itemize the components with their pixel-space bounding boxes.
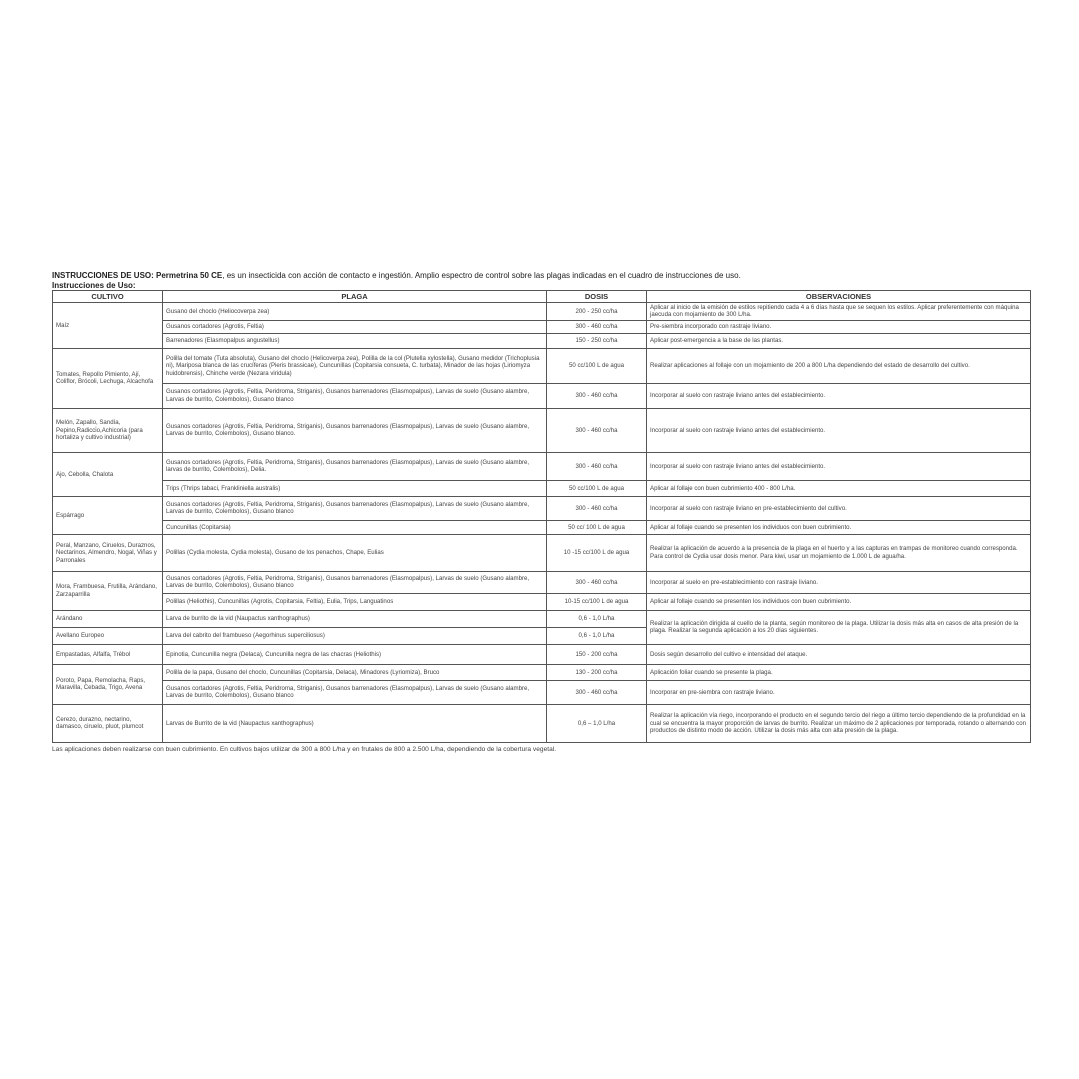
cell-plaga: Polilla del tomate (Tuta absoluta), Gusano del choclo (Helicoverpa zea), Polilla de la col (Plutella xylostella), Gusano medidor (Trichoplusia ni), Mariposa blanca de las crucíferas (Pieris brassicae), Cuncunillas (Copitarsia consueta, C. turbata), Minador de las hojas (Liriomyza huidobrensis), Chinche verde (Nezara viridula) (163, 348, 547, 383)
cell-dosis: 300 - 460 cc/ha (547, 571, 647, 593)
cell-observaciones: Incorporar al suelo en pre-establecimiento con rastraje liviano. (647, 571, 1031, 593)
cell-dosis: 0,6 - 1,0 L/ha (547, 627, 647, 644)
cell-cultivo: Tomates, Repollo Pimiento, Ají, Coliflor, Brócoli, Lechuga, Alcachofa (53, 348, 163, 408)
cell-observaciones: Realizar la aplicación de acuerdo a la presencia de la plaga en el huerto y a las capturas en trampas de monitoreo cuando corresponda. Para control de Cydia usar dosis menor. Para kiwi, usar un mojamiento de 1.000 L de agua/ha. (647, 534, 1031, 571)
table-row (53, 593, 1031, 610)
cell-plaga: Trips (Thrips tabaci, Frankliniella australis) (163, 480, 547, 496)
cell-cultivo: Melón, Zapallo, Sandía, Pepino,Radicci̇o,Achicoria (para hortaliza y cultivo industrial) (53, 408, 163, 452)
cell-plaga: Gusanos cortadores (Agrotis, Feltia) (163, 320, 547, 333)
cell-cultivo: Ajo, Cebolla, Chalota (53, 452, 163, 496)
cell-plaga: Larva de burrito de la vid (Naupactus xanthographus) (163, 610, 547, 627)
cell-plaga: Gusanos cortadores (Agrotis, Feltia, Peridroma, Striganis), Gusanos barrenadores (Elasmopalpus), Larvas de suelo (Gusano alambre, Larvas de burrito, Colembolos), Gusano blanco (163, 496, 547, 520)
intro-paragraph (52, 271, 1030, 281)
cell-cultivo: Empastadas, Alfalfa, Trébol (53, 644, 163, 664)
cell-plaga: Gusanos cortadores (Agrotis, Feltia, Peridroma, Striganis), Gusanos barrenadores (Elasmopalpus), Larvas de suelo (Gusano alambre, Larvas de burrito, Colembolos), Gusano blanco (163, 680, 547, 704)
cell-plaga: Larvas de Burrito de la vid (Naupactus xanthographus) (163, 704, 547, 742)
table-row (53, 303, 1031, 321)
header-dosis: DOSIS (547, 291, 647, 303)
table-row (53, 452, 1031, 480)
cell-dosis: 300 - 460 cc/ha (547, 408, 647, 452)
table-row (53, 664, 1031, 680)
cell-plaga: Gusano del choclo (Heliocoverpa zea) (163, 303, 547, 321)
cell-plaga: Cuncunillas (Copitarsia) (163, 520, 547, 534)
cell-dosis: 0,6 - 1,0 L/ha (547, 610, 647, 627)
footer-note: Las aplicaciones deben realizarse con buen cubrimiento. En cultivos bajos utilizar de 300 a 800 L/ha y en frutales de 800 a 2.500 L/ha, dependiendo de la cobertura vegetal. (52, 745, 557, 753)
header-observaciones: OBSERVACIONES (647, 291, 1031, 303)
cell-dosis: 300 - 460 cc/ha (547, 383, 647, 408)
table-row (53, 704, 1031, 742)
table-row (53, 610, 1031, 627)
table-row (53, 520, 1031, 534)
cell-observaciones: Aplicar al follaje cuando se presenten los individuos con buen cubrimiento. (647, 520, 1031, 534)
cell-cultivo: Maíz (53, 303, 163, 349)
cell-cultivo: Peral, Manzano, Ciruelos, Duraznos, Nectarinos, Almendro, Nogal, Viñas y Parronales (53, 534, 163, 571)
table-row (53, 480, 1031, 496)
intro-lead: INSTRUCCIONES DE USO: Permetrina 50 CE (52, 271, 223, 280)
table-row (53, 644, 1031, 664)
cell-dosis: 0,6 – 1,0 L/ha (547, 704, 647, 742)
table-row (53, 320, 1031, 333)
cell-plaga: Gusanos cortadores (Agrotis, Feltia, Peridroma, Striganis), Gusanos barrenadores (Elasmopalpus), Larvas de suelo (Gusano alambre, larvas de burrito, Colembolos), Delia. (163, 452, 547, 480)
cell-dosis: 300 - 460 cc/ha (547, 452, 647, 480)
cell-observaciones: Realizar aplicaciones al follaje con un mojamiento de 200 a 800 L/ha dependiendo del estado de desarrollo del cultivo. (647, 348, 1031, 383)
cell-cultivo: Espárrago (53, 496, 163, 534)
section-subtitle: Instrucciones de Uso: (52, 281, 136, 290)
usage-table (52, 290, 1031, 743)
cell-observaciones: Aplicar al follaje con buen cubrimiento 400 - 800 L/ha. (647, 480, 1031, 496)
table-row (53, 496, 1031, 520)
table-row (53, 348, 1031, 383)
cell-plaga: Gusanos cortadores (Agrotis, Feltia, Peridroma, Striganis), Gusanos barrenadores (Elasmopalpus), Larvas de suelo (Gusano alambre, Larvas de burrito, Colembolos), Gusano blanco (163, 571, 547, 593)
cell-dosis: 10 -15 cc/100 L de agua (547, 534, 647, 571)
cell-dosis: 200 - 250 cc/ha (547, 303, 647, 321)
cell-cultivo: Mora, Frambuesa, Frutilla, Arándano, Zarzaparrilla (53, 571, 163, 610)
cell-plaga: Gusanos cortadores (Agrotis, Feltia, Peridroma, Striganis), Gusanos barrenadores (Elasmopalpus), Larvas de suelo (Gusano alambre, Larvas de burrito, Colembolos), Gusano blanco. (163, 408, 547, 452)
cell-plaga: Larva del cabrito del frambueso (Aegorhinus superciliosus) (163, 627, 547, 644)
cell-dosis: 50 cc/100 L de agua (547, 480, 647, 496)
cell-plaga: Polilla de la papa, Gusano del choclo, Cuncunillas (Copitarsia, Delaca), Minadores (Lyriomiza), Bruco (163, 664, 547, 680)
cell-observaciones: Realizar la aplicación vía riego, incorporando el producto en el segundo tercio del riego a último tercio dependiendo de la profundidad en la cual se encuentra la mayor proporción de larvas de burrito. Realizar un máximo de 2 aplicaciones por temporada, rotando o alternando con productos de distinto modo de acción. Utilizar la dosis más alta con alta presión de la plaga. (647, 704, 1031, 742)
table-row (53, 680, 1031, 704)
cell-dosis: 50 cc/100 L de agua (547, 348, 647, 383)
cell-dosis: 130 - 200 cc/ha (547, 664, 647, 680)
instructions-document (52, 271, 1030, 754)
cell-observaciones: Incorporar al suelo con rastraje liviano en pre-establecimiento del cultivo. (647, 496, 1031, 520)
cell-observaciones: Incorporar al suelo con rastraje liviano antes del establecimiento. (647, 452, 1031, 480)
cell-observaciones: Incorporar en pre-siembra con rastraje liviano. (647, 680, 1031, 704)
header-plaga: PLAGA (163, 291, 547, 303)
table-row (53, 333, 1031, 348)
cell-dosis: 10-15 cc/100 L de agua (547, 593, 647, 610)
cell-cultivo: Arándano (53, 610, 163, 627)
cell-observaciones: Incorporar al suelo con rastraje liviano antes del establecimiento. (647, 408, 1031, 452)
cell-plaga: Polillas (Cydia molesta, Cydia molesta), Gusano de los penachos, Chape, Eulias (163, 534, 547, 571)
cell-dosis: 300 - 460 cc/ha (547, 680, 647, 704)
table-row (53, 534, 1031, 571)
cell-observaciones: Aplicar al follaje cuando se presenten los individuos con buen cubrimiento. (647, 593, 1031, 610)
table-row (53, 408, 1031, 452)
cell-dosis: 300 - 460 cc/ha (547, 320, 647, 333)
table-body (53, 303, 1031, 743)
cell-observaciones: Pre-siembra incorporado con rastraje liviano. (647, 320, 1031, 333)
cell-observaciones: Aplicar post-emergencia a la base de las plantas. (647, 333, 1031, 348)
cell-dosis: 150 - 200 cc/ha (547, 644, 647, 664)
cell-cultivo: Avellano Europeo (53, 627, 163, 644)
header-cultivo: CULTIVO (53, 291, 163, 303)
cell-observaciones: Dosis según desarrollo del cultivo e intensidad del ataque. (647, 644, 1031, 664)
table-row (53, 383, 1031, 408)
cell-cultivo: Cerezo, durazno, nectarino, damasco, ciruelo, pluot, plumcot (53, 704, 163, 742)
table-header-row (53, 291, 1031, 303)
intro-text: , es un insecticida con acción de contacto e ingestión. Amplio espectro de control sobre las plagas indicadas en el cuadro de instrucciones de uso. (222, 271, 741, 280)
cell-plaga: Barrenadores (Elasmopalpus angustellus) (163, 333, 547, 348)
table-row (53, 571, 1031, 593)
cell-observaciones: Aplicar al inicio de la emisión de estilos repitiendo cada 4 a 6 días hasta que se sequen los estilos. Aplicar preferentemente con máquina jaecuda con mojamiento de 300 L/ha. (647, 303, 1031, 321)
cell-dosis: 150 - 250 cc/ha (547, 333, 647, 348)
cell-cultivo: Poroto, Papa, Remolacha, Raps, Maravilla, Cebada, Trigo, Avena (53, 664, 163, 704)
cell-plaga: Epinotia, Cuncunilla negra (Delaca), Cuncunilla negra de las chacras (Heliothis) (163, 644, 547, 664)
cell-observaciones: Realizar la aplicación dirigida al cuello de la planta, según monitoreo de la plaga. Utilizar la dosis más alta en casos de alta presión de la plaga. Realizar la segunda aplicación a los 20 días siguientes. (647, 610, 1031, 644)
cell-plaga: Polillas (Heliothis), Cuncunillas (Agrotis, Copitarsia, Feltia), Eulia, Trips, Languatinos (163, 593, 547, 610)
cell-dosis: 300 - 460 cc/ha (547, 496, 647, 520)
cell-dosis: 50 cc/ 100 L de agua (547, 520, 647, 534)
cell-observaciones: Incorporar al suelo con rastraje liviano antes del establecimiento. (647, 383, 1031, 408)
cell-plaga: Gusanos cortadores (Agrotis, Feltia, Peridroma, Striganis), Gusanos barrenadores (Elasmopalpus), Larvas de suelo (Gusano alambre, Larvas de burrito, Colembolos), Gusano blanco (163, 383, 547, 408)
cell-observaciones: Aplicación foliar cuando se presente la plaga. (647, 664, 1031, 680)
